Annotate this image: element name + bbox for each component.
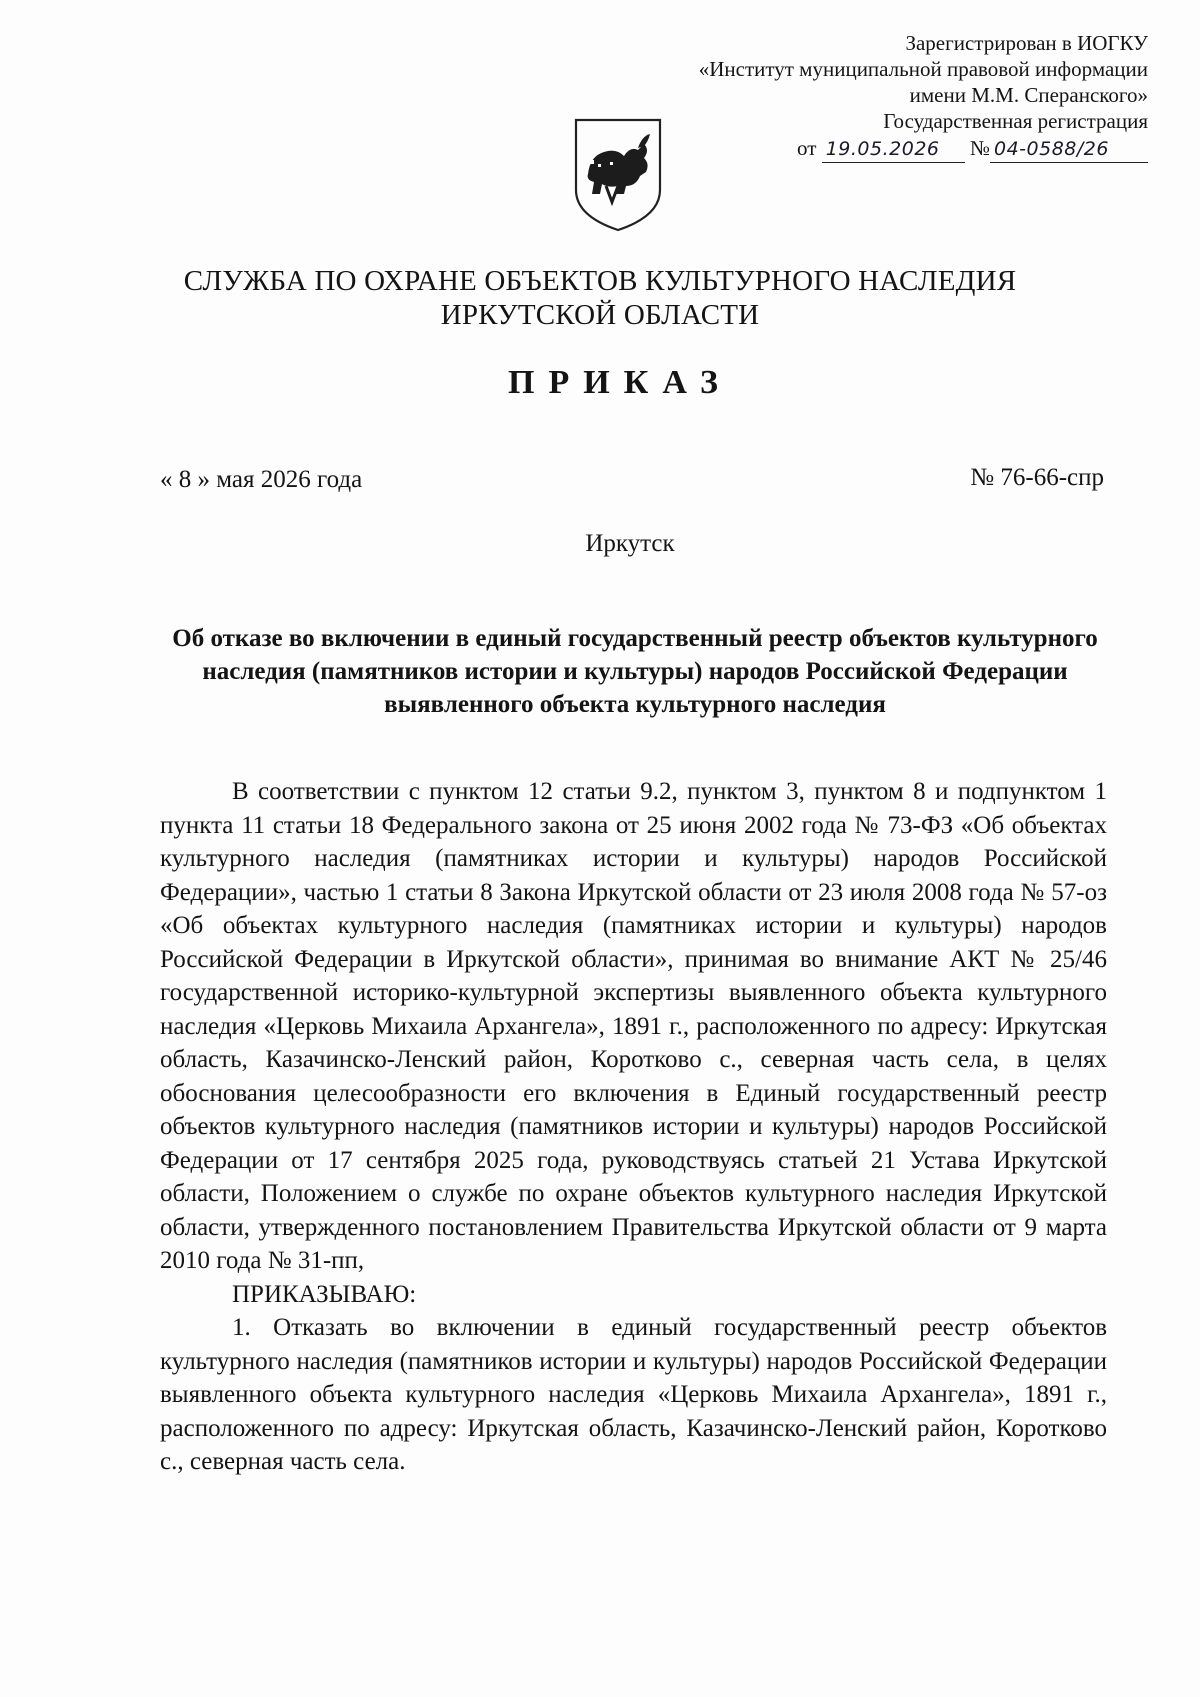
registration-line-3: имени М.М. Сперанского» [909, 83, 1148, 107]
order-item-1: 1. Отказать во включении в единый государственный реестр объектов культурного наследия (памятников истории и культуры) народов Российской Федерации выявленного объекта культурного наследия «Церковь Михаила Архангела», 1891 г., расположенного по адресу: Иркутская область, Казачинско-Ленский район, Коротково с., северная часть села. [160, 1314, 1107, 1475]
order-number: № 76-66-спр [970, 464, 1104, 491]
organization-name-line-1: СЛУЖБА ПО ОХРАНЕ ОБЪЕКТОВ КУЛЬТУРНОГО НАСЛЕДИЯ [183, 265, 1017, 297]
order-body [160, 775, 1107, 1479]
order-date: « 8 » мая 2026 года [160, 466, 363, 493]
organization-name [100, 264, 1100, 332]
order-city: Иркутск [585, 530, 675, 557]
registration-line-4: Государственная регистрация [883, 109, 1148, 133]
registration-date-number-row [588, 135, 1148, 163]
registration-number-handwritten: 04-0588/26 [990, 136, 1148, 163]
registration-stamp [588, 30, 1148, 163]
registration-date-prefix: от [797, 136, 817, 160]
registration-number-prefix: № [969, 136, 990, 160]
order-title: Об отказе во включении в единый государственный реестр объектов культурного наследия (памятников истории и культуры) народов Российской Федерации выявленного объекта культурного наследия [172, 625, 1098, 718]
registration-date-handwritten: 19.05.2026 [822, 136, 965, 163]
order-directive-word: ПРИКАЗЫВАЮ: [232, 1280, 417, 1308]
preamble-paragraph: В соответствии с пунктом 12 статьи 9.2, пунктом 3, пунктом 8 и подпунктом 1 пункта 11 статьи 18 Федерального закона от 25 июня 2002 года № 73-ФЗ «Об объектах культурного наследия (памятниках истории и культуры) народов Российской Федерации», частью 1 статьи 8 Закона Иркутской области от 23 июля 2008 года № 57-оз «Об объектах культурного наследия (памятниках истории и культуры) народов Российской Федерации в Иркутской области», принимая во внимание АКТ № 25/46 государственной историко-культурной экспертизы выявленного объекта культурного наследия «Церковь Михаила Архангела», 1891 г., расположенного по адресу: Иркутская область, Казачинско-Ленский район, Коротково с., северная часть села, в целях обоснования целесообразности его включения в Единый государственный реестр объектов культурного наследия (памятников истории и культуры) народов Российской Федерации от 17 сентября 2025 года, руководствуясь статьей 21 Устава Иркутской области, Положением о службе по охране объектов культурного наследия Иркутской области, утвержденного постановлением Правительства Иркутской области от 9 марта 2010 года № 31-пп, [160, 778, 1107, 1274]
registration-line-2: «Институт муниципальной правовой информации [698, 57, 1148, 81]
document-type-heading: ПРИКАЗ [508, 364, 732, 401]
irkutsk-coat-of-arms-icon [570, 116, 666, 234]
organization-name-line-2: ИРКУТСКОЙ ОБЛАСТИ [440, 299, 760, 331]
registration-line-1: Зарегистрирован в ИОГКУ [905, 31, 1148, 55]
